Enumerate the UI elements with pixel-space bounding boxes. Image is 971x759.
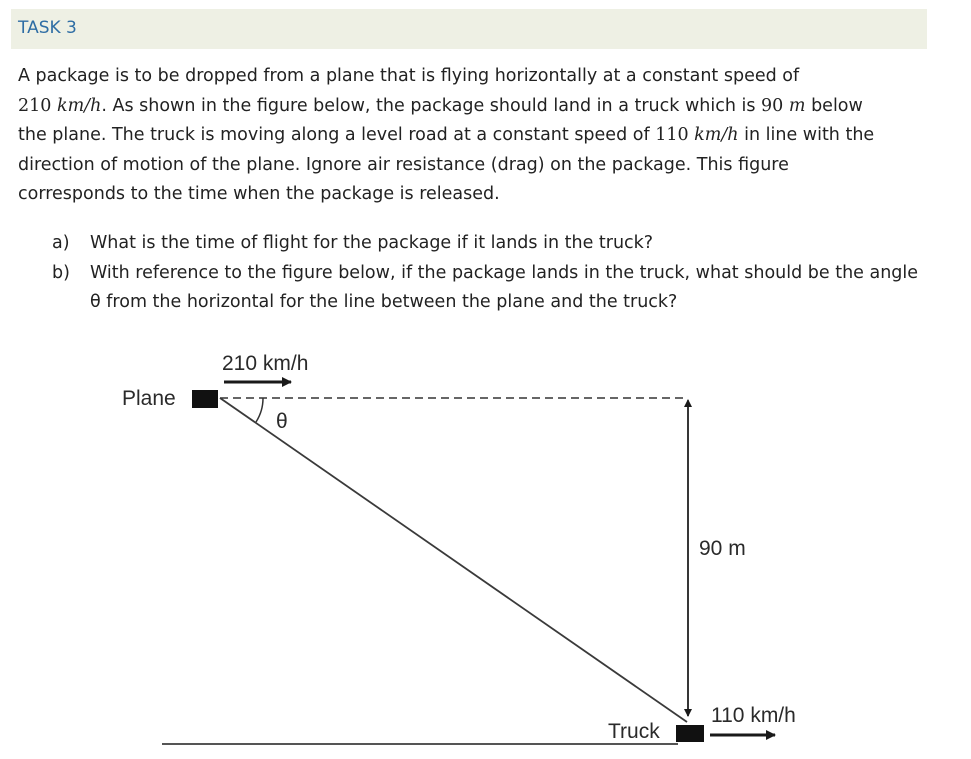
question-a-text: What is the time of flight for the package if it lands in the truck?	[90, 233, 654, 253]
question-a-label: a)	[52, 233, 70, 253]
question-b-text: With reference to the figure below, if the package lands in the truck, what should be the angle θ from the horizontal for the line between the plane and the truck?	[90, 262, 919, 313]
height-label: 90 m	[699, 537, 746, 560]
plane-speed-unit: km/h	[56, 95, 102, 116]
question-b-label: b)	[52, 262, 70, 283]
height-value: 90	[761, 95, 784, 116]
intro-line-2: . As shown in the figure below, the package should land in a truck which is	[101, 95, 762, 116]
truck-speed-value: 110	[655, 125, 689, 146]
angle-arc	[256, 398, 263, 422]
plane-speed-label: 210 km/h	[222, 352, 309, 375]
angle-theta-label: θ	[276, 410, 288, 433]
intro-line-3: the plane. The truck is moving along a level road at a constant speed of	[18, 125, 656, 146]
truck-label: Truck	[608, 720, 660, 743]
plane-label: Plane	[122, 387, 176, 410]
intro-line-2b: below	[805, 95, 863, 116]
plane-icon	[192, 390, 218, 408]
truck-speed-label: 110 km/h	[711, 704, 796, 727]
truck-speed-unit: km/h	[694, 125, 739, 146]
height-unit: m	[788, 95, 806, 116]
plane-to-truck-line	[220, 398, 687, 722]
task-title: TASK 3	[18, 18, 77, 38]
intro-line-3b: in line with the	[738, 125, 875, 146]
plane-speed-value: 210	[18, 95, 52, 116]
intro-line-1: A package is to be dropped from a plane that is flying horizontally at a constant speed of	[18, 66, 800, 86]
intro-line-5: corresponds to the time when the package is released.	[18, 184, 500, 205]
truck-icon	[676, 725, 704, 742]
intro-line-4: direction of motion of the plane. Ignore air resistance (drag) on the package. This figure	[18, 154, 789, 175]
